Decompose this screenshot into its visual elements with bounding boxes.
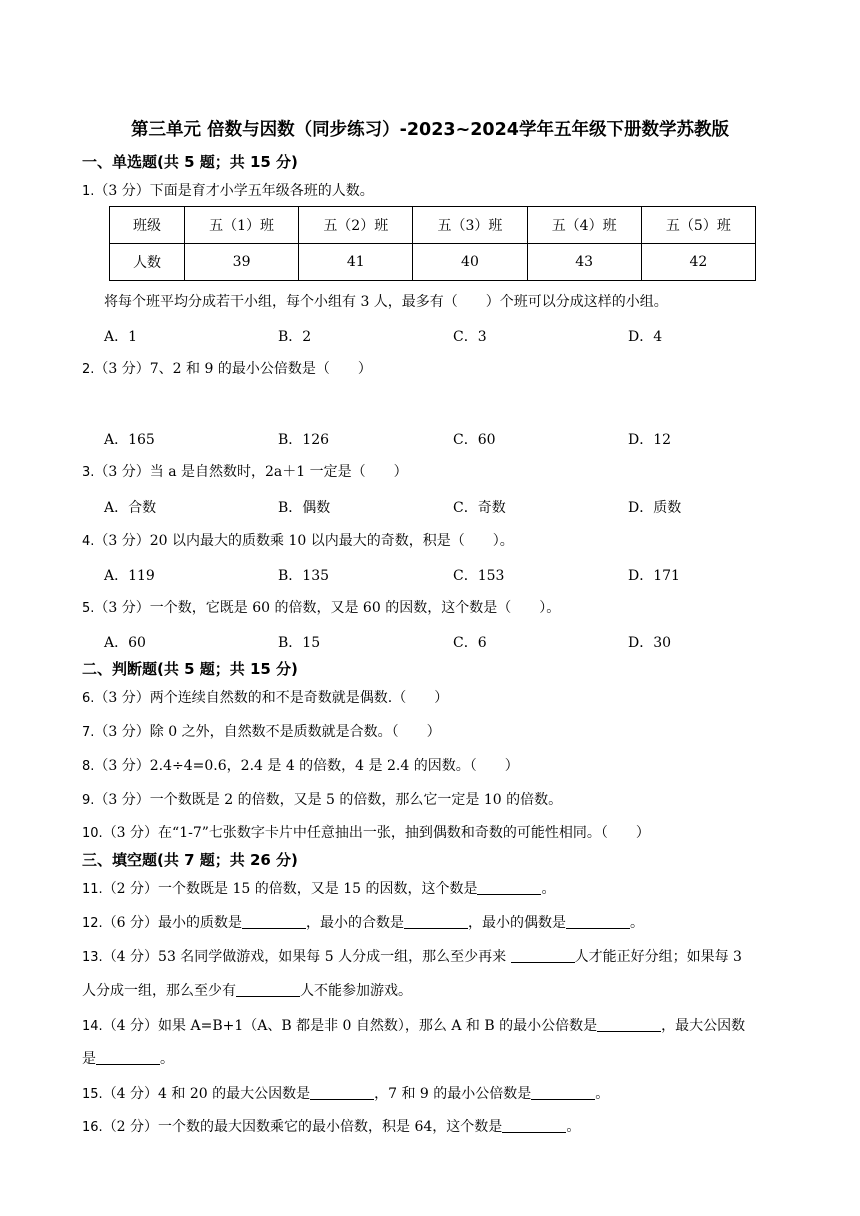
question-number: 14. — [82, 1019, 103, 1034]
question-10 — [82, 822, 650, 842]
question-text: （3 分）一个数，它既是 60 的倍数，又是 60 的因数，这个数是（ ）。 — [94, 600, 561, 616]
option-d: D．12 — [628, 432, 672, 448]
page-title: 第三单元 倍数与因数（同步练习）-2023~2024学年五年级下册数学苏教版 — [131, 120, 729, 140]
table-cell: 42 — [641, 244, 755, 281]
table-cell: 40 — [413, 244, 527, 281]
table-cell: 43 — [527, 244, 641, 281]
question-text: （4 分）53 名同学做游戏，如果每 5 人分成一组，那么至少再来 — [102, 949, 511, 965]
option-a: A．合数 — [104, 500, 157, 516]
table-cell: 五（5）班 — [641, 207, 755, 244]
question-6 — [82, 687, 448, 707]
table-row-header: 人数 — [110, 244, 185, 281]
question-number: 3. — [82, 465, 95, 480]
answer-blank[interactable] — [236, 982, 300, 997]
question-text: （2 分）一个数的最大因数乘它的最小倍数，积是 64，这个数是 — [102, 1119, 503, 1135]
question-number: 7. — [82, 725, 95, 740]
question-1-followup: 将每个班平均分成若干小组，每个小组有 3 人，最多有（ ）个班可以分成这样的小组。 — [104, 294, 668, 310]
question-text: 人才能正好分组；如果每 3 — [574, 949, 742, 965]
answer-blank[interactable] — [242, 914, 306, 929]
question-number: 9. — [82, 793, 95, 808]
question-13 — [82, 946, 742, 966]
table-cell: 41 — [299, 244, 413, 281]
question-11 — [82, 878, 555, 898]
question-number: 15. — [82, 1087, 103, 1102]
table-cell: 五（4）班 — [527, 207, 641, 244]
answer-blank[interactable] — [511, 948, 575, 963]
table-cell: 五（1）班 — [185, 207, 299, 244]
option-d: D．30 — [628, 635, 672, 651]
option-b: B．2 — [278, 329, 312, 345]
answer-blank[interactable] — [477, 880, 541, 895]
question-number: 5. — [82, 601, 95, 616]
question-5 — [82, 597, 560, 617]
option-c: C．60 — [453, 432, 496, 448]
answer-blank[interactable] — [502, 1118, 566, 1133]
option-d: D．171 — [628, 568, 680, 584]
answer-blank[interactable] — [96, 1050, 160, 1065]
table-row-header: 班级 — [110, 207, 185, 244]
question-text: （3 分）在“1-7”七张数字卡片中任意抽出一张，抽到偶数和奇数的可能性相同。（ ） — [102, 825, 650, 841]
question-13-continued — [82, 980, 412, 1000]
answer-blank[interactable] — [404, 914, 468, 929]
table-cell: 39 — [185, 244, 299, 281]
question-2 — [82, 358, 372, 378]
question-number: 10. — [82, 826, 103, 841]
option-a: A．119 — [104, 568, 155, 584]
option-b: B．135 — [278, 568, 330, 584]
option-c: C．3 — [453, 329, 487, 345]
table-cell: 五（2）班 — [299, 207, 413, 244]
question-16 — [82, 1116, 580, 1136]
question-7 — [82, 721, 441, 741]
question-text: （3 分）7、2 和 9 的最小公倍数是（ ） — [94, 361, 372, 377]
option-b: B．偶数 — [278, 500, 331, 516]
question-text: ，最小的合数是 — [306, 915, 405, 931]
question-text: （4 分）4 和 20 的最大公因数是 — [102, 1086, 311, 1102]
table-row — [110, 244, 756, 281]
answer-blank[interactable] — [597, 1017, 661, 1032]
question-text: （3 分）2.4÷4=0.6，2.4 是 4 的倍数，4 是 2.4 的因数。（ ） — [94, 758, 519, 774]
question-text: 。 — [541, 881, 556, 897]
question-9 — [82, 789, 562, 809]
question-text: （4 分）如果 A=B+1（A、B 都是非 0 自然数），那么 A 和 B 的最小公倍数是 — [102, 1018, 598, 1034]
section-heading-single-choice: 一、单选题(共 5 题；共 15 分) — [82, 153, 298, 171]
question-text: （3 分）当 a 是自然数时，2a＋1 一定是（ ） — [94, 464, 408, 480]
question-text: （3 分）除 0 之外，自然数不是质数就是合数。（ ） — [94, 724, 441, 740]
question-3 — [82, 461, 408, 481]
option-c: C．奇数 — [453, 500, 506, 516]
question-text: （3 分）下面是育才小学五年级各班的人数。 — [94, 183, 374, 199]
answer-blank[interactable] — [566, 914, 630, 929]
option-c: C．6 — [453, 635, 487, 651]
question-text: （2 分）一个数既是 15 的倍数，又是 15 的因数，这个数是 — [102, 881, 478, 897]
option-b: B．126 — [278, 432, 330, 448]
question-text: 。 — [566, 1119, 581, 1135]
option-a: A．165 — [104, 432, 155, 448]
option-d: D．质数 — [628, 500, 682, 516]
question-text: （3 分）20 以内最大的质数乘 10 以内最大的奇数，积是（ ）。 — [94, 533, 514, 549]
question-1 — [82, 180, 374, 200]
option-c: C．153 — [453, 568, 505, 584]
question-number: 16. — [82, 1120, 103, 1135]
class-size-table — [109, 206, 756, 281]
question-number: 12. — [82, 916, 103, 931]
question-text: 是 — [82, 1051, 96, 1067]
option-a: A．60 — [104, 635, 146, 651]
table-cell: 五（3）班 — [413, 207, 527, 244]
question-text: （3 分）一个数既是 2 的倍数，又是 5 的倍数，那么它一定是 10 的倍数。 — [94, 792, 563, 808]
question-14-continued — [82, 1048, 174, 1068]
question-number: 1. — [82, 184, 95, 199]
question-text: 。 — [160, 1051, 174, 1067]
question-4 — [82, 530, 514, 550]
question-number: 8. — [82, 759, 95, 774]
answer-blank[interactable] — [531, 1085, 595, 1100]
question-number: 11. — [82, 882, 103, 897]
option-b: B．15 — [278, 635, 321, 651]
answer-blank[interactable] — [310, 1085, 374, 1100]
question-text: 。 — [595, 1086, 610, 1102]
question-text: （6 分）最小的质数是 — [102, 915, 243, 931]
question-number: 4. — [82, 534, 95, 549]
question-text: （3 分）两个连续自然数的和不是奇数就是偶数.（ ） — [94, 690, 449, 706]
question-text: 人分成一组，那么至少有 — [82, 983, 236, 999]
question-12 — [82, 912, 644, 932]
option-d: D．4 — [628, 329, 663, 345]
section-heading-true-false: 二、判断题(共 5 题；共 15 分) — [82, 660, 298, 678]
option-a: A．1 — [104, 329, 138, 345]
question-14 — [82, 1015, 745, 1035]
question-number: 2. — [82, 362, 95, 377]
question-text: 。 — [630, 915, 645, 931]
question-15 — [82, 1083, 609, 1103]
question-text: ，最小的偶数是 — [468, 915, 567, 931]
question-text: ，7 和 9 的最小公倍数是 — [374, 1086, 532, 1102]
question-text: 人不能参加游戏。 — [300, 983, 412, 999]
question-number: 13. — [82, 950, 103, 965]
section-heading-fill-in: 三、填空题(共 7 题；共 26 分) — [82, 851, 298, 869]
question-8 — [82, 755, 519, 775]
question-text: ，最大公因数 — [661, 1018, 746, 1034]
table-row — [110, 207, 756, 244]
question-number: 6. — [82, 691, 95, 706]
